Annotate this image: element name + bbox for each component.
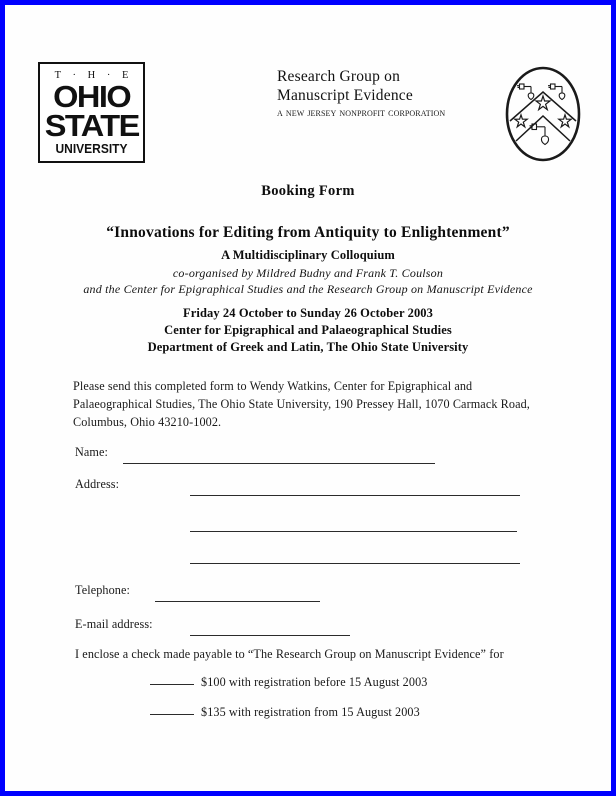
payment-intro-text: I enclose a check made payable to “The Research Group on Manuscript Evidence” for — [75, 647, 504, 661]
address-input-line-1[interactable] — [190, 495, 520, 496]
ohio-state-university-logo — [38, 62, 145, 163]
organised-by-text: co-organised by Mildred Budny and Frank T. Coulson — [172, 266, 444, 280]
event-venue: Center for Epigraphical and Palaeographical Studies — [164, 323, 452, 337]
payment-option-late[interactable] — [150, 705, 420, 720]
partner-centres-text: and the Center for Epigraphical Studies and the Research Group on Manuscript Evidence — [83, 282, 533, 296]
event-dates: Friday 24 October to Sunday 26 October 2003 — [182, 306, 433, 320]
address-field-row-2 — [75, 513, 555, 533]
address-field-label: Address: — [75, 477, 120, 491]
logo-ohio-text: OHIO — [53, 78, 130, 114]
name-field-row — [75, 445, 555, 465]
address-field-row-3 — [75, 545, 555, 565]
address-input-line-2[interactable] — [190, 531, 517, 532]
logo-the-text: T · H · E — [54, 69, 133, 81]
colloquium-title: “Innovations for Editing from Antiquity to Enlightenment” — [106, 224, 510, 241]
payment-option-late-blank[interactable] — [150, 714, 194, 715]
document-sheet — [5, 5, 611, 791]
organisation-line-1: Research Group on — [277, 68, 401, 85]
logo-university-text: UNIVERSITY — [55, 142, 128, 157]
telephone-field-row — [75, 583, 555, 603]
name-input-line[interactable] — [123, 463, 435, 464]
oval-heraldic-emblem-icon — [497, 59, 589, 169]
subtitle-block — [5, 248, 611, 297]
organisation-subtitle: a new jersey nonprofit corporation — [277, 107, 446, 119]
organisation-line-2: Manuscript Evidence — [277, 87, 413, 104]
payment-option-early-blank[interactable] — [150, 684, 194, 685]
title-block — [5, 183, 611, 242]
event-details-block — [5, 305, 611, 356]
telephone-input-line[interactable] — [155, 601, 320, 602]
payment-option-early-label: $100 with registration before 15 August 2003 — [201, 675, 428, 689]
email-field-row — [75, 617, 555, 637]
payment-option-early[interactable] — [150, 675, 427, 690]
email-input-line[interactable] — [190, 635, 350, 636]
submission-instructions: Please send this completed form to Wendy Watkins, Center for Epigraphical and Palaeographical Studies, The Ohio State University, 190 Pressey Hall, 1070 Carmack Road, Columbus, Ohio 43210-1002. — [73, 379, 530, 429]
address-input-line-3[interactable] — [190, 563, 520, 564]
address-field-row-1 — [75, 477, 555, 497]
email-field-label: E-mail address: — [75, 617, 153, 631]
multidisciplinary-label: A Multidisciplinary Colloquium — [221, 248, 395, 262]
letterhead — [5, 57, 611, 175]
logo-state-text: STATE — [44, 107, 139, 143]
telephone-field-label: Telephone: — [75, 583, 130, 597]
payment-option-late-label: $135 with registration from 15 August 2003 — [201, 705, 420, 719]
page-title: Booking Form — [261, 183, 355, 199]
event-department: Department of Greek and Latin, The Ohio State University — [147, 340, 469, 354]
name-field-label: Name: — [75, 445, 108, 459]
organisation-name-block — [277, 67, 492, 121]
